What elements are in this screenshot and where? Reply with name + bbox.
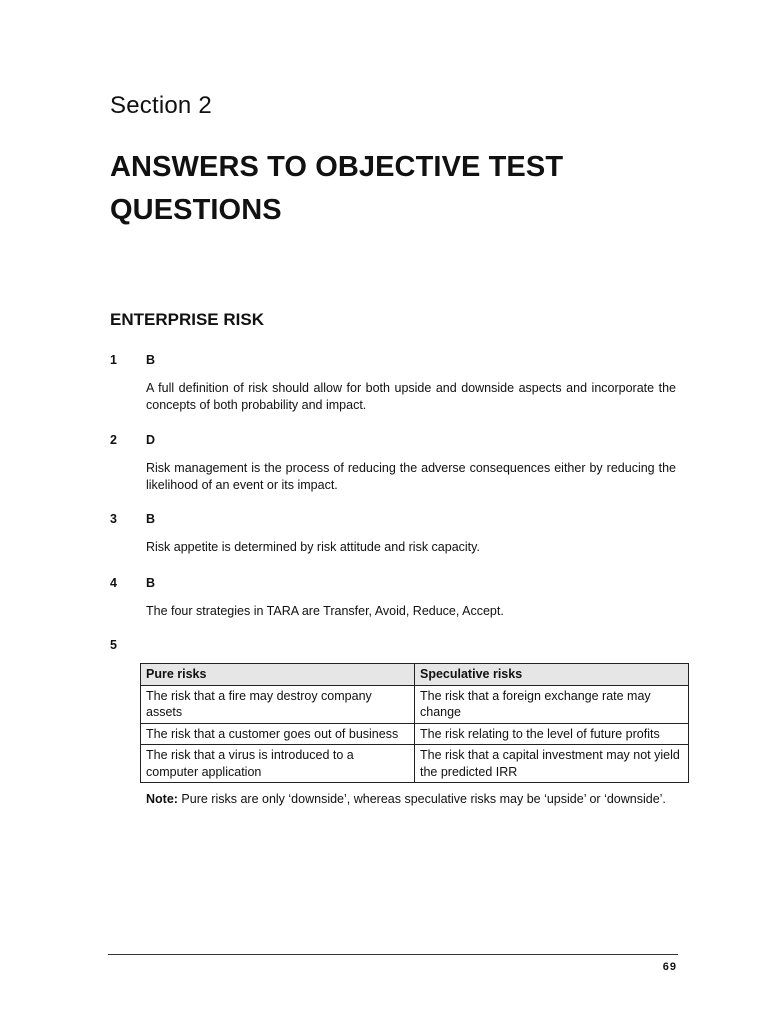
question-number: 5 [110,638,117,652]
question-number: 2 [110,433,117,447]
question-number: 1 [110,353,117,367]
table-header-row [141,664,689,686]
question-explanation: A full definition of risk should allow for both upside and downside aspects and incorporate the concepts of both probability and impact. [146,381,676,412]
table-row [141,745,689,783]
table-cell: The risk that a virus is introduced to a computer application [141,745,415,783]
table-note [146,791,676,808]
table-row [141,723,689,745]
question-explanation: Risk appetite is determined by risk attitude and risk capacity. [146,540,480,554]
table-cell: The risk that a customer goes out of business [141,723,415,745]
question-answer: B [146,512,156,526]
topic-heading: ENTERPRISE RISK [110,310,264,329]
question-number: 3 [110,512,117,526]
question-number: 4 [110,576,117,590]
table-header-cell: Speculative risks [415,664,689,686]
question-answer: B [146,353,156,367]
question-answer: D [146,433,156,447]
table-header-cell: Pure risks [141,664,415,686]
table-cell: The risk relating to the level of future profits [415,723,689,745]
table-cell: The risk that a foreign exchange rate may change [415,685,689,723]
question-explanation: Risk management is the process of reducing the adverse consequences either by reducing the likelihood of an event or its impact. [146,461,676,492]
page-title: ANSWERS TO OBJECTIVE TEST QUESTIONS [110,151,564,226]
note-label: Note: [146,792,178,806]
page-number: 69 [662,961,677,973]
section-label: Section 2 [110,92,212,119]
table-cell: The risk that a fire may destroy company assets [141,685,415,723]
risk-comparison-table [140,663,689,783]
note-text: Pure risks are only ‘downside’, whereas speculative risks may be ‘upside’ or ‘downside’. [177,792,666,806]
question-answer: B [146,576,156,590]
table-row [141,685,689,723]
footer-divider [108,954,678,955]
question-explanation: The four strategies in TARA are Transfer, Avoid, Reduce, Accept. [146,604,504,618]
table-cell: The risk that a capital investment may not yield the predicted IRR [415,745,689,783]
